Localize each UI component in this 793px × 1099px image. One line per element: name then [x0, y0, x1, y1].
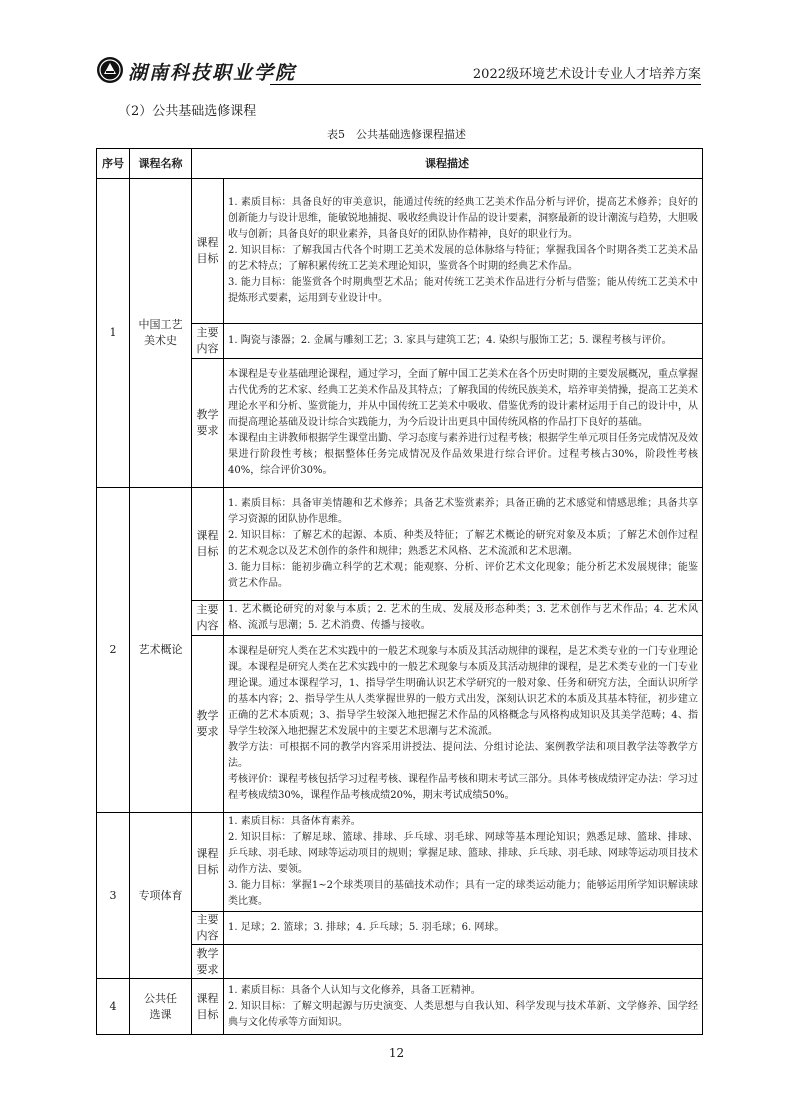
goal-item: 1. 素质目标：具备良好的审美意识，能通过传统的经典工艺美术作品分析与评价，提高艺术修养；良好的创新能力与设计思维，能敏锐地捕捉、吸收经典设计作品的设计要素，洞察最新的设计潮流与趋势，大胆吸收与创新；具备良好的职业素养，具备良好的团队协作精神，良好的职业行为。: [228, 197, 698, 240]
requirements-cell-empty: [224, 945, 703, 979]
goal-item: 1. 素质目标：具备审美情趣和艺术修养；具备艺术鉴赏素养；具备正确的艺术感觉和情感思维；具备共享学习资源的团队协作思维。: [228, 498, 698, 525]
content-item: 1. 艺术概论研究的对象与本质；2. 艺术的生成、发展及形态种类；3. 艺术创作与艺术作品；4. 艺术风格、流派与思潮；5. 艺术消费、传播与接收。: [228, 604, 698, 631]
course-name-text: 公共任选课: [144, 991, 177, 1021]
row-index: 4: [97, 979, 130, 1035]
goal-item: 2. 知识目标：了解我国古代各个时期工艺美术发展的总体脉络与特征；掌握我国各个时期各类工艺美术品的艺术特点；了解积累传统工艺美术理论知识，鉴赏各个时期的经典艺术作品。: [228, 245, 698, 272]
goals-cell: [224, 179, 703, 324]
row-index: 3: [97, 813, 130, 979]
goal-item: 3. 能力目标：能初步确立科学的艺术观；能观察、分析、评价艺术文化现象；能分析艺术发展规律；能鉴赏艺术作品。: [228, 562, 698, 589]
header-rule: [270, 84, 701, 85]
table-row: [97, 813, 703, 912]
requirement-item: 本课程是研究人类在艺术实践中的一般艺术现象与本质及其活动规律的课程，是艺术类专业的一门专业理论课。本课程是研究人类在艺术实践中的一般艺术现象与本质及其活动规律的课程，是艺术类专业的一门专业理论课。通过本课程学习，1、指导学生明确认识艺术学研究的一般对象、任务和研究方法，全面认识所学的基本内容；2、指导学生从人类掌握世界的一般方式出发，深刻认识艺术的本质及其基本特征，初步建立正确的艺术本质观；3、指导学生较深入地把握艺术作品的风格概念与风格构成知识及其美学范畴；4、指导学生较深入地把握艺术发展中的主要艺术思潮与艺术流派。: [228, 646, 698, 737]
requirements-cell: [224, 359, 703, 488]
goals-label: 课程目标: [192, 488, 224, 601]
content-cell: [224, 601, 703, 636]
header-index: 序号: [97, 149, 130, 179]
requirements-label: 教学要求: [192, 945, 224, 979]
content-label: 主要内容: [192, 324, 224, 359]
goals-cell: [224, 979, 703, 1035]
requirements-label: 教学要求: [192, 359, 224, 488]
header-course-name: 课程名称: [130, 149, 192, 179]
requirements-label: 教学要求: [192, 636, 224, 813]
school-name: 湖南科技职业学院: [128, 62, 297, 84]
course-name: [130, 179, 192, 488]
section-heading: （2）公共基础选修课程: [118, 104, 257, 119]
course-name: 艺术概论: [130, 488, 192, 813]
goal-item: 1. 素质目标：具备体育素养。: [228, 816, 361, 827]
table-row: [97, 979, 703, 1035]
row-index: 2: [97, 488, 130, 813]
goals-label: 课程目标: [192, 179, 224, 324]
course-name: [130, 979, 192, 1035]
requirements-cell: [224, 636, 703, 813]
requirement-item: 本课程由主讲教师根据学生课堂出勤、学习态度与素养进行过程考核；根据学生单元项目任务完成情况及效果进行阶段性考核；根据整体任务完成情况及作品效果进行综合评价。过程考核占30%，阶段性考核40%，综合评价30%。: [228, 433, 698, 476]
table-caption: 表5 公共基础选修课程描述: [327, 128, 466, 141]
goals-label: 课程目标: [192, 979, 224, 1035]
plan-title: 2022级环境艺术设计专业人才培养方案: [472, 67, 701, 82]
goals-cell: [224, 813, 703, 912]
table-header-row: [97, 149, 703, 179]
course-name: 专项体育: [130, 813, 192, 979]
goals-label: 课程目标: [192, 813, 224, 912]
requirement-item: 教学方法：可根据不同的教学内容采用讲授法、提问法、分组讨论法、案例教学法和项目教学法等教学方法。: [228, 742, 698, 769]
table-row: [97, 179, 703, 324]
page-number: 12: [388, 1046, 405, 1060]
school-logo-icon: [96, 56, 124, 84]
course-description-table: [96, 148, 703, 1035]
goal-item: 2. 知识目标：了解足球、篮球、排球、乒乓球、羽毛球、网球等基本理论知识；熟悉足球、篮球、排球、乒乓球、羽毛球、网球等运动项目的规则；掌握足球、篮球、排球、乒乓球、羽毛球、网球等运动项目技术动作方法、要领。: [228, 832, 698, 875]
header-course-description: 课程描述: [192, 149, 703, 179]
requirement-item: 本课程是专业基础理论课程，通过学习，全面了解中国工艺美术在各个历史时期的主要发展概况，重点掌握古代优秀的艺术家、经典工艺美术作品及其特点；了解我国的传统民族美术，培养审美情操，提高工艺美术理论水平和分析、鉴赏能力，并从中国传统工艺美术中吸收、借鉴优秀的设计素材运用于自己的设计中，从而提高理论基础及设计综合实践能力，为今后设计出更具中国传统风格的作品打下良好的基础。: [228, 369, 698, 428]
goal-item: 3. 能力目标：掌握1~2个球类项目的基础技术动作；具有一定的球类运动能力；能够运用所学知识解读球类比赛。: [228, 880, 698, 907]
content-label: 主要内容: [192, 912, 224, 945]
goal-item: 3. 能力目标：能鉴赏各个时期典型艺术品；能对传统工艺美术作品进行分析与借鉴；能从传统工艺美术中提炼形式要素，运用到专业设计中。: [228, 277, 698, 304]
content-label: 主要内容: [192, 601, 224, 636]
content-cell: [224, 324, 703, 359]
goals-cell: [224, 488, 703, 601]
content-item: 1. 足球；2. 篮球；3. 排球；4. 乒乓球；5. 羽毛球；6. 网球。: [228, 922, 505, 933]
goal-item: 2. 知识目标：了解艺术的起源、本质、种类及特征；了解艺术概论的研究对象及本质；了解艺术创作过程的艺术观念以及艺术创作的条件和规律；熟悉艺术风格、艺术流派和艺术思潮。: [228, 530, 698, 557]
content-cell: [224, 912, 703, 945]
content-item: 1. 陶瓷与漆器；2. 金属与雕刻工艺；3. 家具与建筑工艺；4. 染织与服饰工艺；5. 课程考核与评价。: [228, 335, 672, 346]
page-header: [96, 54, 701, 88]
requirement-item: 考核评价：课程考核包括学习过程考核、课程作品考核和期末考试三部分。具体考核成绩评定办法：学习过程考核成绩30%，课程作品考核成绩20%，期末考试成绩50%。: [228, 774, 698, 801]
course-name-text: 中国工艺美术史: [138, 318, 183, 347]
goal-item: 1. 素质目标：具备个人认知与文化修养，具备工匠精神。: [228, 984, 481, 996]
row-index: 1: [97, 179, 130, 488]
goal-item: 2. 知识目标：了解文明起源与历史演变、人类思想与自我认知、科学发现与技术革新、文学修养、国学经典与文化传承等方面知识。: [228, 1000, 698, 1028]
table-row: [97, 488, 703, 601]
